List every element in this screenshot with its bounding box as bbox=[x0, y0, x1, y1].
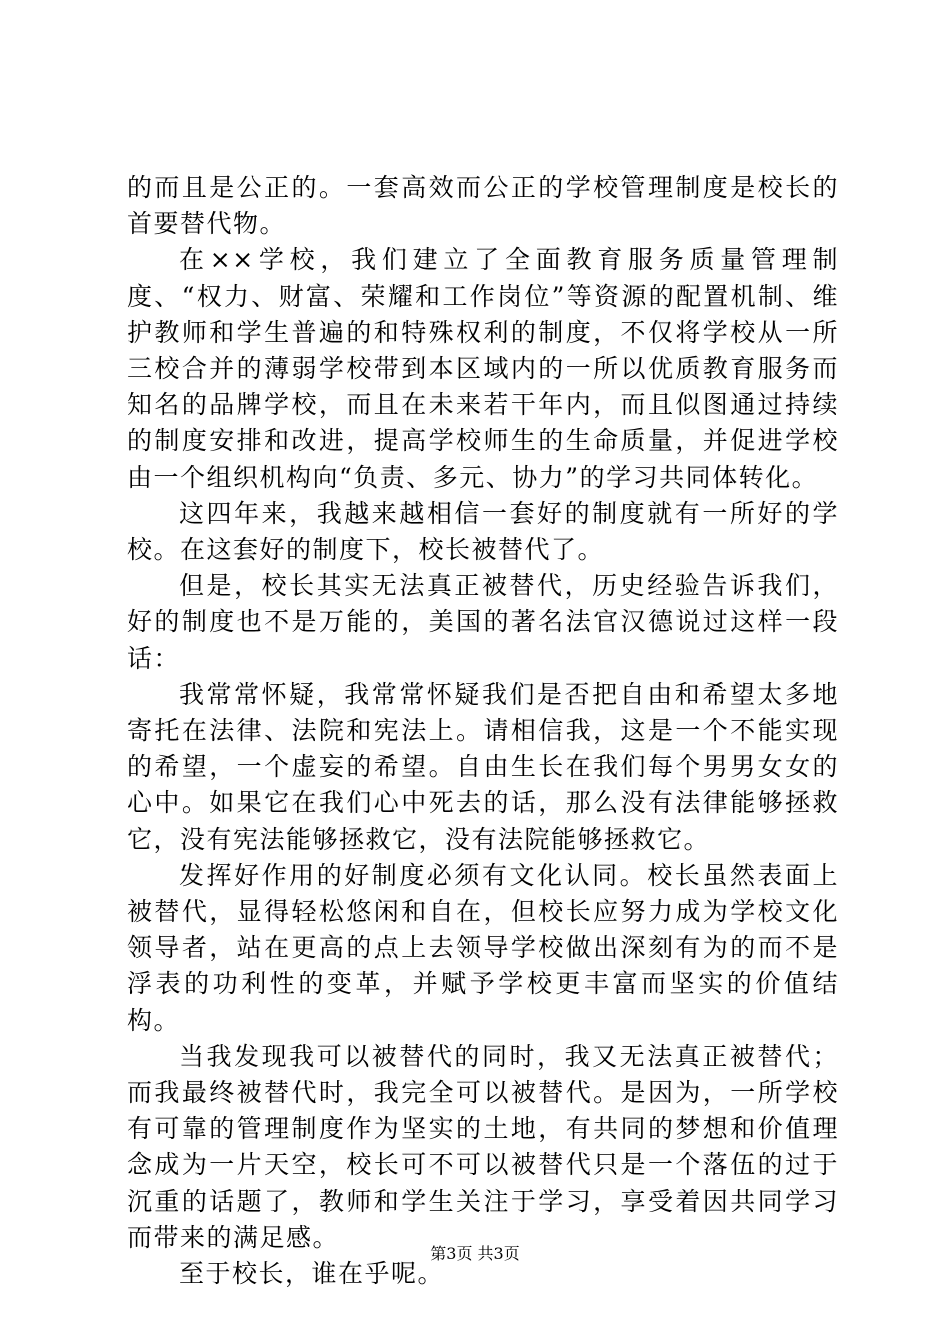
paragraph-3: 这四年来，我越来越相信一套好的制度就有一所好的学校。在这套好的制度下，校长被替代了。 bbox=[127, 498, 839, 565]
paragraph-2: 在××学校，我们建立了全面教育服务质量管理制度、“权力、财富、荣耀和工作岗位”等资源的配置机制、维护教师和学生普遍的和特殊权利的制度，不仅将学校从一所三校合并的薄弱学校带到本区域内的一所以优质教育服务而知名的品牌学校，而且在未来若干年内，而且似图通过持续的制度安排和改进，提高学校师生的生命质量，并促进学校由一个组织机构向“负责、多元、协力”的学习共同体转化。 bbox=[127, 245, 839, 492]
paragraph-6: 发挥好作用的好制度必须有文化认同。校长虽然表面上被替代，显得轻松悠闲和自在，但校长应努力成为学校文化领导者，站在更高的点上去领导学校做出深刻有为的而不是浮表的功利性的变革，并赋予学校更丰富而坚实的价值结构。 bbox=[127, 860, 839, 1035]
page-number-footer: 第3页 共3页 bbox=[430, 1244, 520, 1263]
paragraph-7: 当我发现我可以被替代的同时，我又无法真正被替代；而我最终被替代时，我完全可以被替代。是因为，一所学校有可靠的管理制度作为坚实的土地，有共同的梦想和价值理念成为一片天空，校长可不可以被替代只是一个落伍的过于沉重的话题了，教师和学生关注于学习，享受着因共同学习而带来的满足感。 bbox=[127, 1041, 839, 1252]
paragraph-8: 至于校长，谁在乎呢。 bbox=[179, 1259, 445, 1289]
paragraph-5-quote: 我常常怀疑，我常常怀疑我们是否把自由和希望太多地寄托在法律、法院和宪法上。请相信我，这是一个不能实现的希望，一个虚妄的希望。自由生长在我们每个男男女女的心中。如果它在我们心中死去的话，那么没有法律能够拯救它，没有宪法能够拯救它，没有法院能够拯救它。 bbox=[127, 679, 839, 854]
document-body bbox=[127, 170, 839, 1292]
paragraph-4: 但是，校长其实无法真正被替代，历史经验告诉我们，好的制度也不是万能的，美国的著名法官汉德说过这样一段话： bbox=[127, 571, 839, 673]
paragraph-1: 的而且是公正的。一套高效而公正的学校管理制度是校长的首要替代物。 bbox=[127, 173, 839, 239]
